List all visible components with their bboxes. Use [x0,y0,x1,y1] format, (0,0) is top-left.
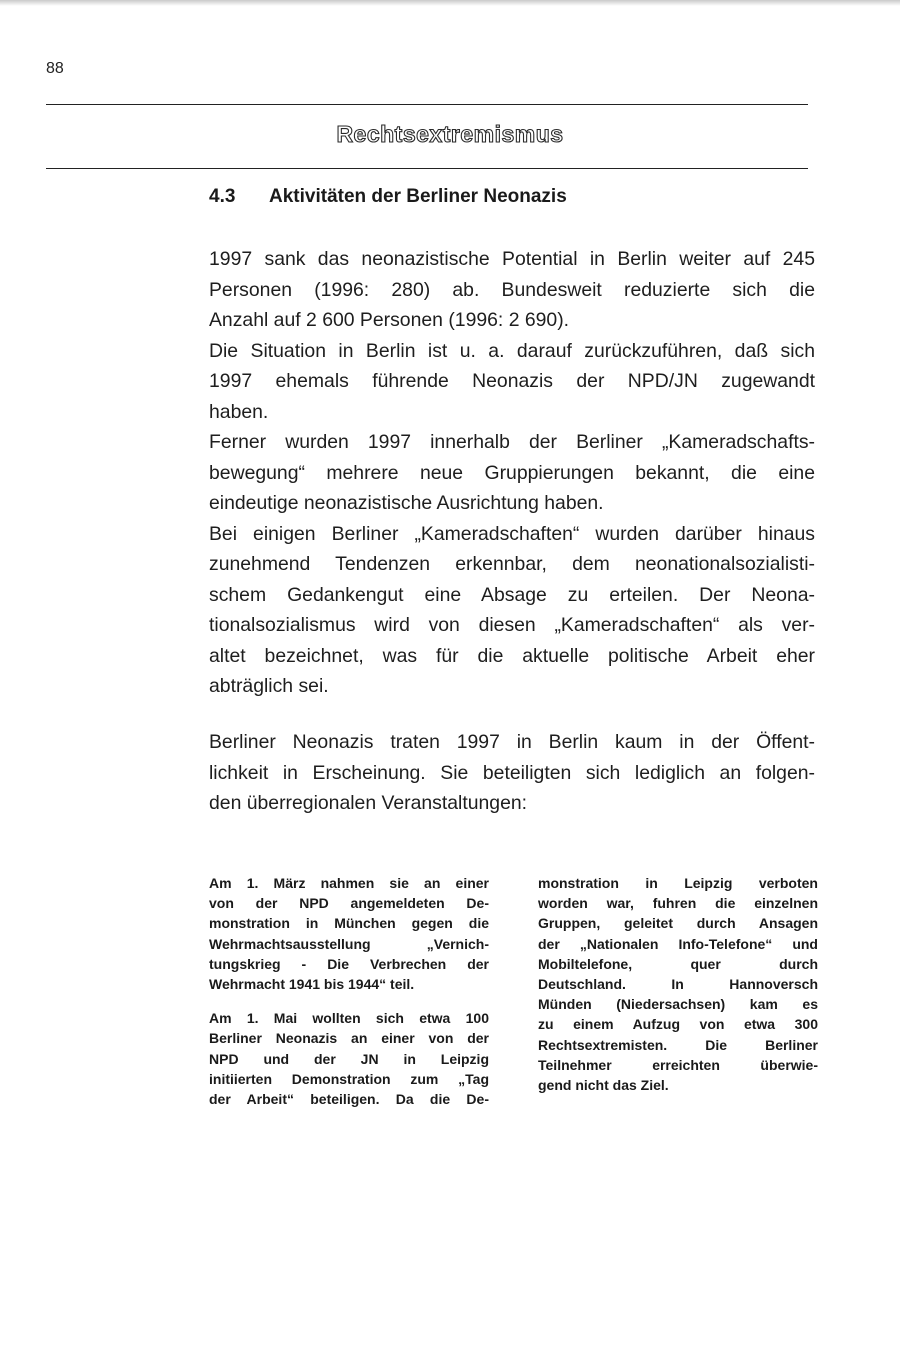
text-line: schem Gedankengut eine Absage zu erteilen. Der Neona- [209,583,815,606]
text-line: Personen (1996: 280) ab. Bundesweit reduzierte sich die [209,278,815,301]
text-line: NPD und der JN in Leipzig [209,1050,489,1067]
text-line: Mobiltelefone, quer durch [538,955,818,972]
scan-edge-shadow [0,0,900,6]
text-line: Wehrmacht 1941 bis 1944“ teil. [209,976,415,993]
text-line: tungskrieg - Die Verbrechen der [209,955,489,972]
text-line: initiierten Demonstration zum „Tag [209,1070,489,1087]
events-column-left [209,873,489,1109]
text-line: 1997 sank das neonazistische Potential in Berlin weiter auf 245 [209,248,815,270]
text-line: Teilnehmer erreichten überwie- [538,1056,818,1073]
text-line: eindeutige neonazistische Ausrichtung haben. [209,492,604,514]
text-line: Gruppen, geleitet durch Ansagen [538,915,818,932]
section-number: 4.3 [209,186,236,207]
text-line: Wehrmachtsausstellung „Vernich- [209,935,489,952]
text-line: Deutschland. In Hannoversch [538,976,818,993]
text-line: worden war, fuhren die einzelnen [538,895,818,912]
text-line: zunehmend Tendenzen erkennbar, dem neonationalsozialisti- [209,553,815,575]
text-line: Berliner Neonazis an einer von der [209,1030,489,1047]
body-paragraph-events-intro [209,727,815,819]
paragraph-gap [209,994,489,1008]
text-line: haben. [209,400,269,423]
events-column-right [538,873,818,1095]
page-number: 88 [46,60,64,77]
text-line: Rechtsextremisten. Die Berliner [538,1036,818,1053]
text-line: der Arbeit“ beteiligen. Da die De- [209,1091,489,1108]
text-line: Die Situation in Berlin ist u. a. darauf zurückzuführen, daß sich [209,339,815,362]
header-rule-bottom [46,168,808,169]
text-line: 1997 ehemals führende Neonazis der NPD/JN zugewandt [209,370,815,392]
text-line: altet bezeichnet, was für die aktuelle politische Arbeit eher [209,644,815,667]
text-line: monstration in Leipzig verboten [538,875,818,891]
text-line: bewegung“ mehrere neue Gruppierungen bekannt, die eine [209,461,815,484]
text-line: Bei einigen Berliner „Kameradschaften“ wurden darüber hinaus [209,522,815,545]
text-line: Ferner wurden 1997 innerhalb der Berliner „Kameradschafts- [209,431,815,453]
text-line: zu einem Aufzug von etwa 300 [538,1016,818,1033]
text-line: Anzahl auf 2 600 Personen (1996: 2 690). [209,309,570,331]
running-head: Rechtsextremismus [336,121,564,147]
text-line: abträglich sei. [209,675,329,697]
text-line: gend nicht das Ziel. [538,1077,669,1094]
text-line: tionalsozialismus wird von diesen „Kameradschaften“ als ver- [209,614,815,636]
text-line: lichkeit in Erscheinung. Sie beteiligten sich lediglich an folgen- [209,761,815,784]
text-line: den überregionalen Veranstaltungen: [209,792,528,814]
text-line: der „Nationalen Info-Telefone“ und [538,935,818,952]
text-line: Berliner Neonazis traten 1997 in Berlin kaum in der Öffent- [209,731,815,753]
text-line: von der NPD angemeldeten De- [209,895,489,912]
section-title: Aktivitäten der Berliner Neonazis [269,186,567,207]
text-line: Am 1. März nahmen sie an einer [209,875,489,891]
text-line: Am 1. Mai wollten sich etwa 100 [209,1010,489,1027]
text-line: Münden (Niedersachsen) kam es [538,996,818,1013]
section-heading [209,186,567,208]
body-paragraphs-main [209,244,815,702]
text-line: monstration in München gegen die [209,915,489,932]
header-rule-top [46,104,808,105]
